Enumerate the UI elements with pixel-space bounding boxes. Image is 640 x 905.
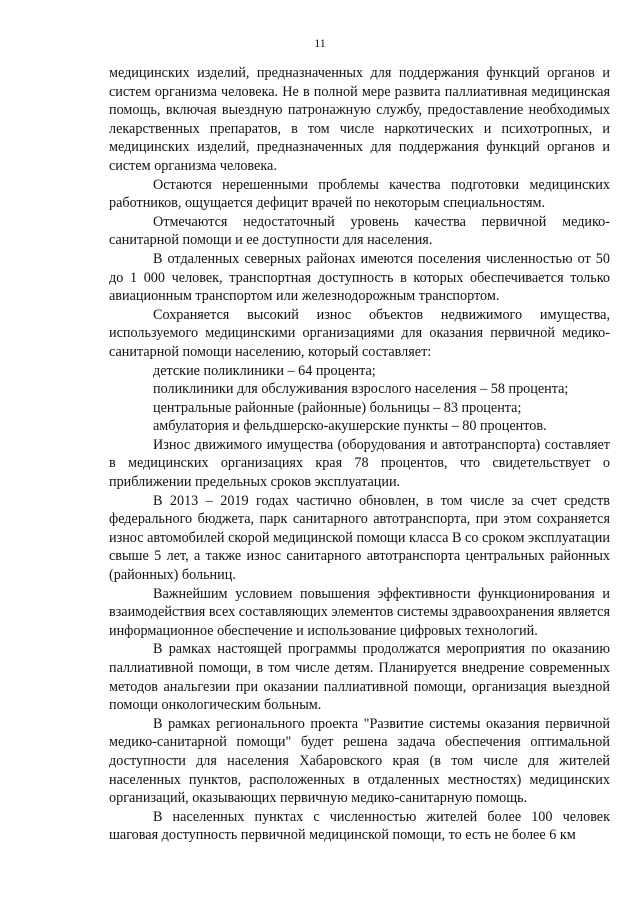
paragraph-movable-property-wear: Износ движимого имущества (оборудования и автотранспорта) составляет в медицинских организациях края 78 процентов, что свидетельствует о приближении предельных сроков эксплуатации. xyxy=(109,436,610,491)
paragraph-continuation: медицинских изделий, предназначенных для поддержания функций органов и систем организма человека. Не в полной мере развита паллиативная медицинская помощь, включая выездную патронажную службу, предоставление необходимых лекарственных препаратов, в том числе наркотических и психотропных, и медицинских изделий, предназначенных для поддержания функций органов и систем организма человека. xyxy=(109,65,610,174)
list-item-children-clinics: детские поликлиники – 64 процента; xyxy=(153,362,376,379)
paragraph-palliative-care: В рамках настоящей программы продолжатся мероприятия по оказанию паллиативной помощи, в том числе детям. Планируется внедрение современных методов анальгезии при оказании паллиативной помощи, организация выездной помощи онкологическим больным. xyxy=(109,641,610,714)
list-item-ambulatory-points: амбулатория и фельдшерско-акушерские пункты – 80 процентов. xyxy=(153,418,547,435)
page-number: 11 xyxy=(314,36,326,50)
list-item-adult-clinics: поликлиники для обслуживания взрослого населения – 58 процента; xyxy=(153,381,569,398)
list-item-central-hospitals: центральные районные (районные) больницы – 83 процента; xyxy=(153,399,522,416)
body-text xyxy=(109,64,610,845)
paragraph-digital-technologies: Важнейшим условием повышения эффективности функционирования и взаимодействия всех составляющих элементов системы здравоохранения является информационное обеспечение и использование цифровых технологий. xyxy=(109,585,610,639)
paragraph-northern-districts: В отдаленных северных районах имеются поселения численностью от 50 до 1 000 человек, транспортная доступность в которых обеспечивается только авиационным транспортом или железнодорожным транспортом. xyxy=(109,250,610,305)
paragraph-settlements-access: В населенных пунктах с численностью жителей более 100 человек шаговая доступность первичной медицинской помощи, то есть не более 6 км xyxy=(109,808,610,844)
paragraph-real-estate-wear: Сохраняется высокий износ объектов недвижимого имущества, используемого медицинскими организациями для оказания первичной медико-санитарной помощи населению, который составляет: xyxy=(109,306,610,360)
paragraph-regional-project: В рамках регионального проекта "Развитие системы оказания первичной медико-санитарной помощи" будет решена задача обеспечения оптимальной доступности для населения Хабаровского края (в том числе для жителей населенных пунктов, расположенных в отдаленных местностях) медицинских организаций, оказывающих первичную медико-санитарную помощь. xyxy=(109,715,610,807)
paragraph-primary-care-quality: Отмечаются недостаточный уровень качества первичной медико-санитарной помощи и ее доступности для населения. xyxy=(109,213,610,249)
paragraph-ambulance-fleet: В 2013 – 2019 годах частично обновлен, в том числе за счет средств федерального бюджета, парк санитарного автотранспорта, при этом сохраняется износ автомобилей скорой медицинской помощи класса В со сроком эксплуатации свыше 5 лет, а также износ санитарного автотранспорта центральных районных (районных) больниц. xyxy=(109,492,610,584)
paragraph-staff-training: Остаются нерешенными проблемы качества подготовки медицинских работников, ощущается дефицит врачей по некоторым специальностям. xyxy=(109,176,610,212)
